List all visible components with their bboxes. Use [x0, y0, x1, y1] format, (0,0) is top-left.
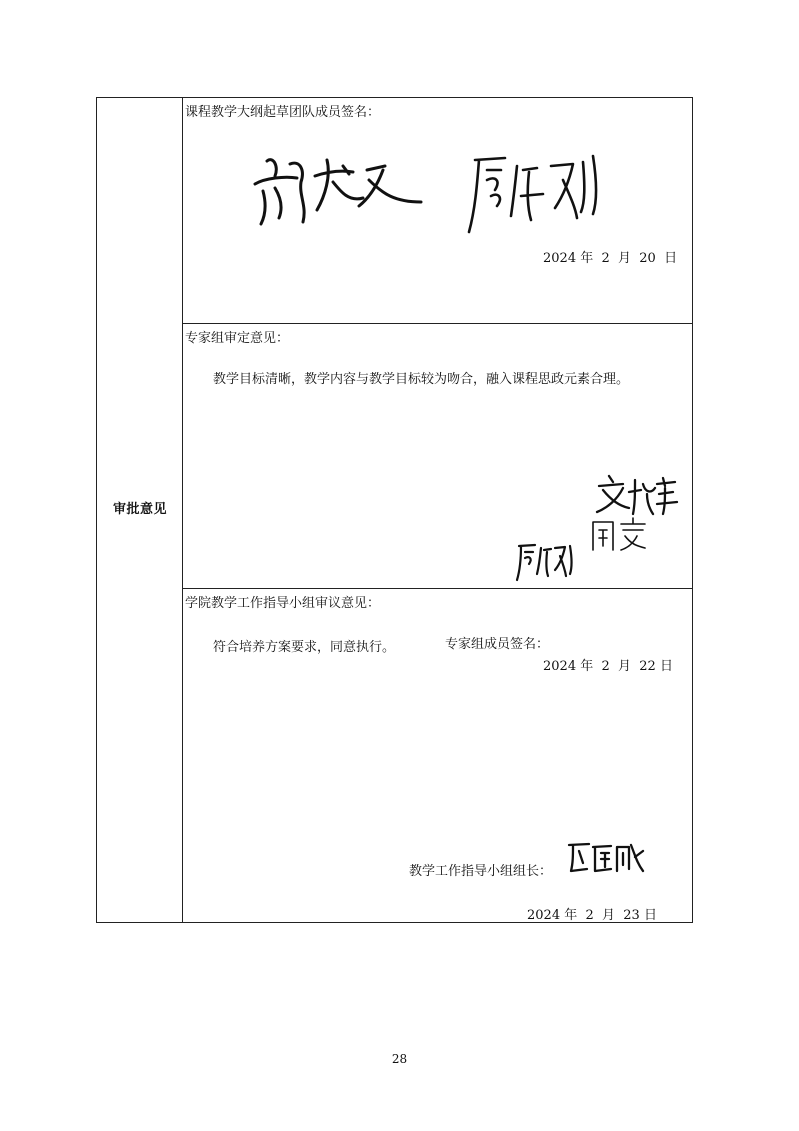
expert-signature-1 [515, 540, 575, 582]
row-label: 审批意见 [112, 502, 167, 517]
drafting-signature-2 [465, 146, 605, 236]
expert-signature-label: 专家组成员签名： [445, 637, 550, 652]
drafting-team-section [183, 98, 692, 324]
college-signature [565, 841, 645, 875]
row-label-cell [97, 98, 183, 922]
college-review-date: 2024 年 2 月 23 日 [527, 908, 657, 923]
expert-signature-3 [587, 516, 651, 554]
college-signature-label: 教学工作指导小组组长： [409, 864, 553, 879]
college-review-section [183, 589, 692, 922]
approval-table [96, 97, 693, 923]
drafting-team-title: 课程教学大纲起草团队成员签名： [185, 105, 381, 120]
expert-opinion: 教学目标清晰，教学内容与教学目标较为吻合，融入课程思政元素合理。 [213, 372, 630, 387]
college-review-title: 学院教学工作指导小组审议意见： [185, 596, 381, 611]
college-opinion: 符合培养方案要求，同意执行。 [213, 640, 396, 655]
page-number: 28 [391, 1052, 408, 1066]
drafting-signature-1 [245, 136, 425, 226]
expert-signature-2 [593, 474, 679, 518]
drafting-date: 2024 年 2 月 20 日 [543, 251, 678, 266]
expert-review-date: 2024 年 2 月 22 日 [543, 659, 673, 674]
expert-review-title: 专家组审定意见： [185, 331, 290, 346]
